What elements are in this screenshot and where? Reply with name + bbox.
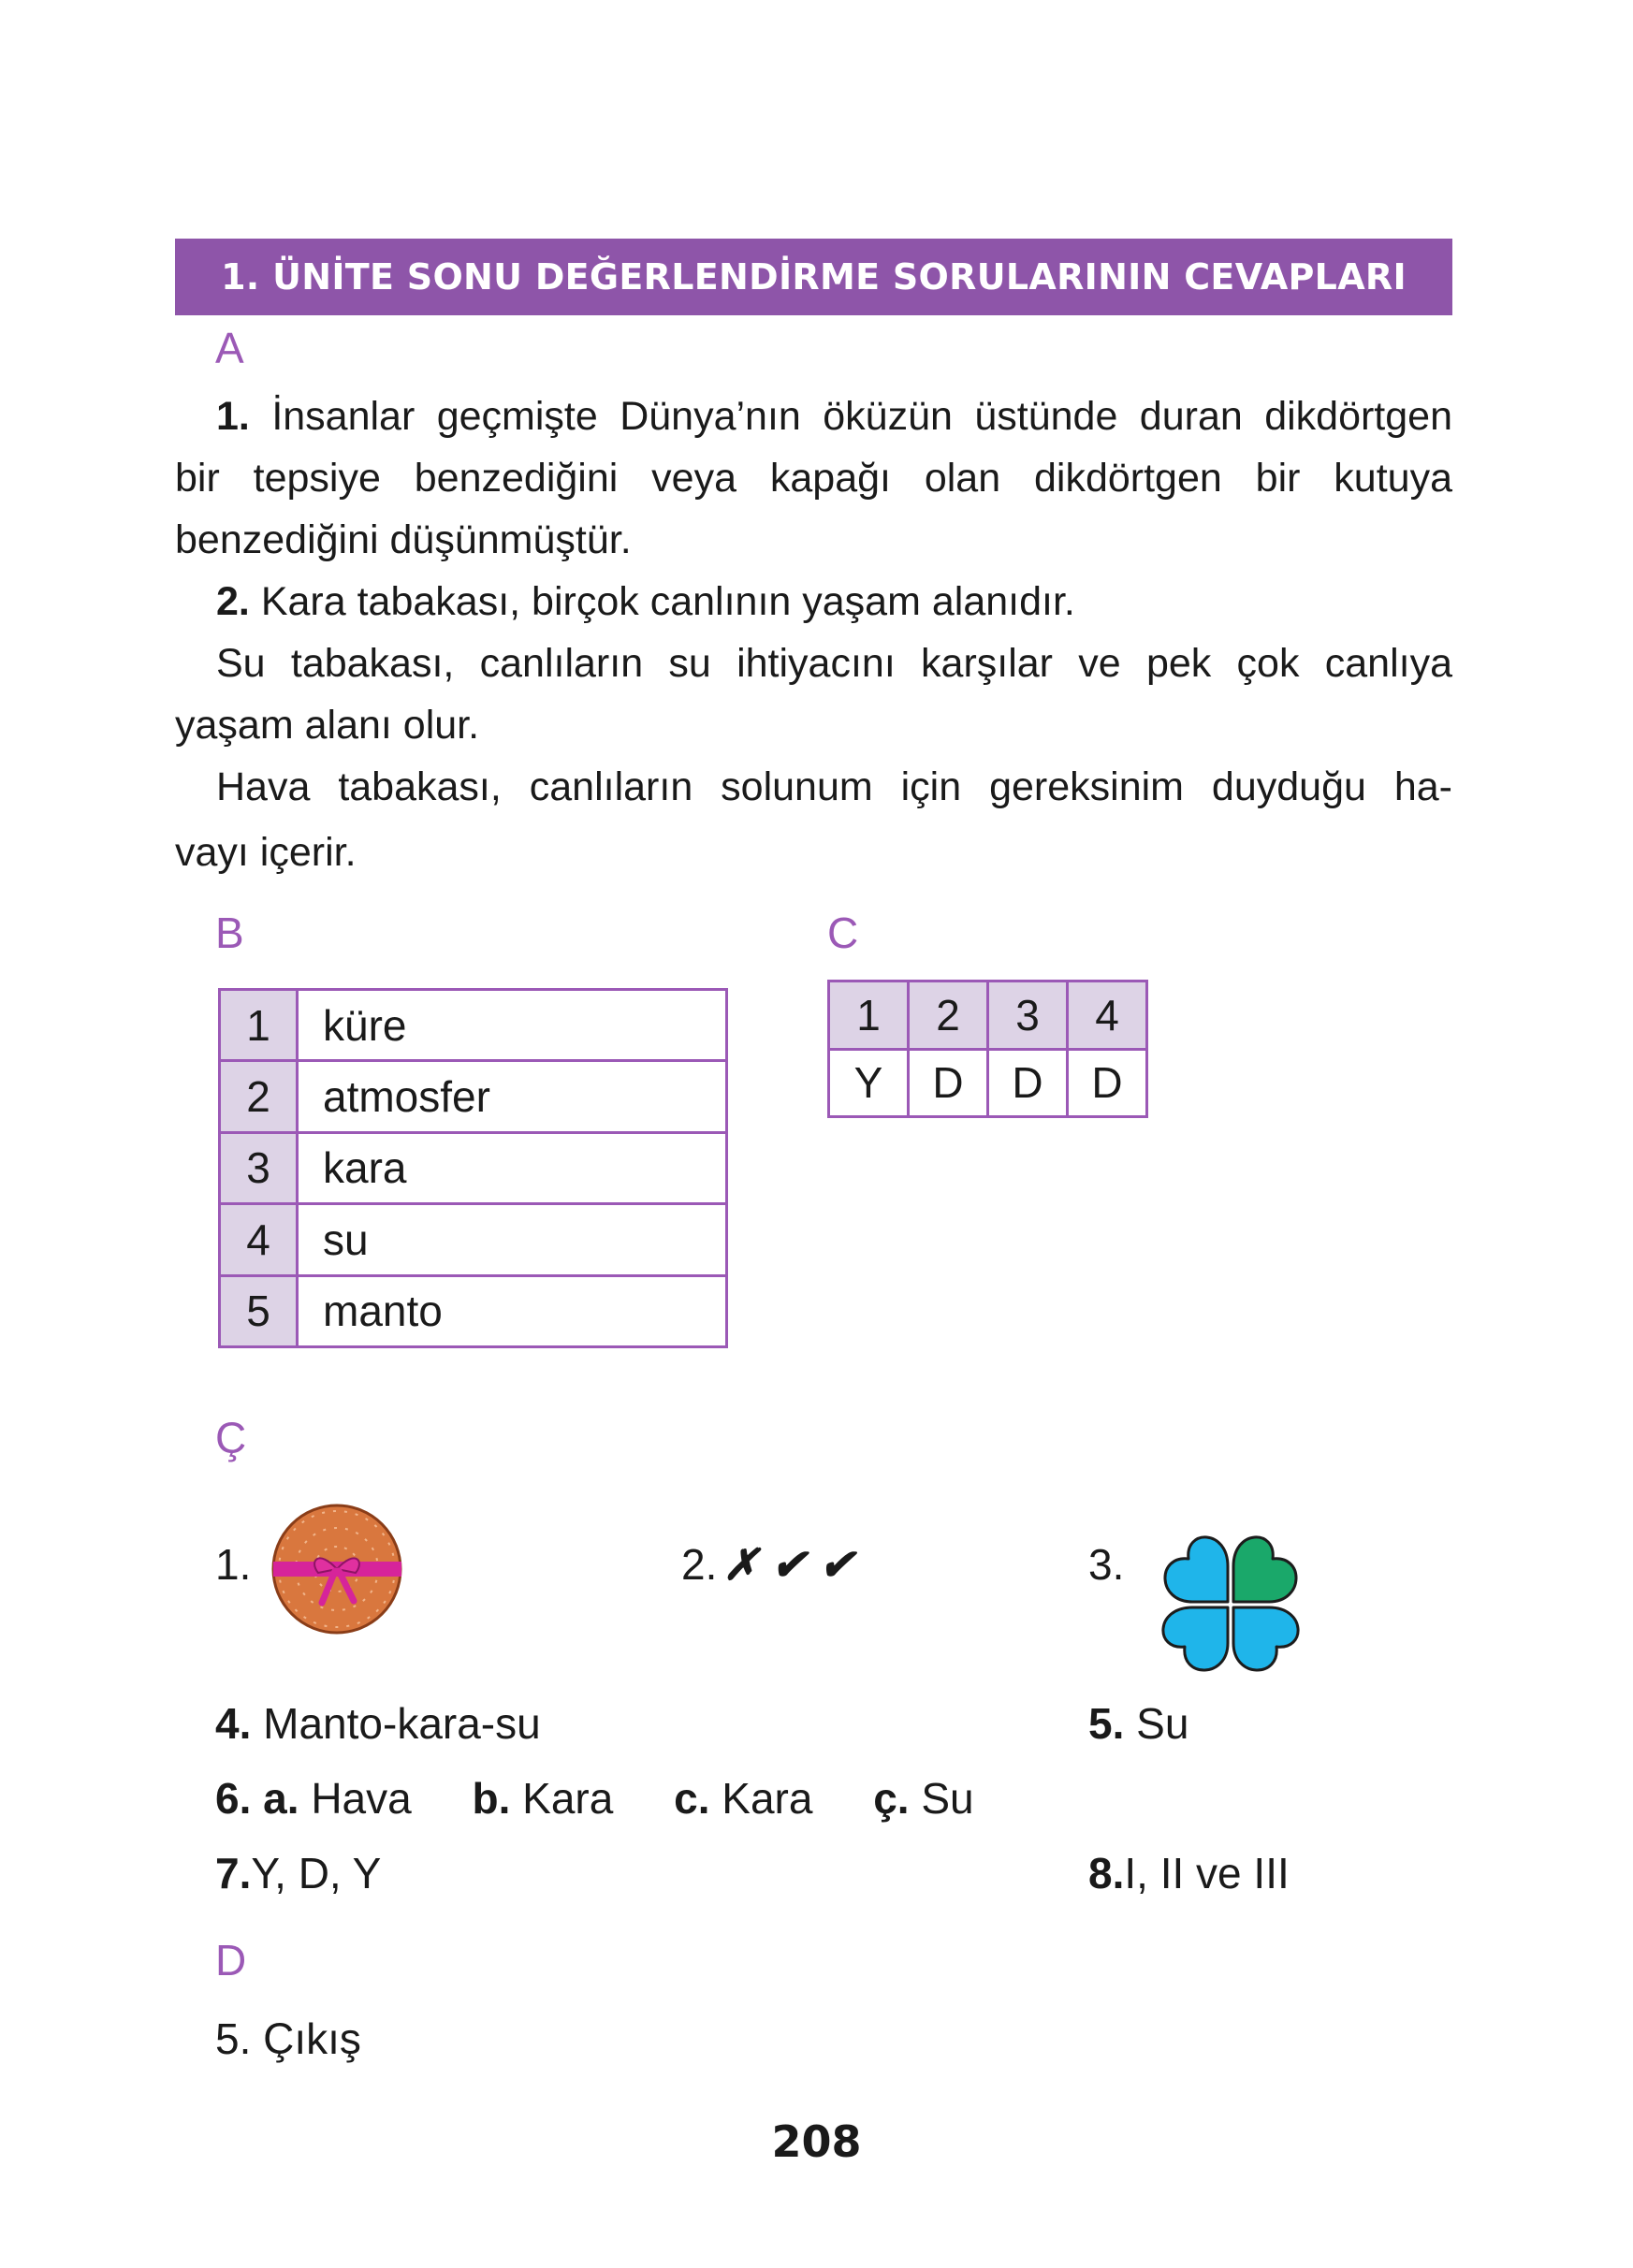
cc-q7: 7.Y, D, Y	[215, 1849, 382, 1897]
cc-q4: 4. Manto-kara-su	[215, 1699, 541, 1748]
row-number: 2	[220, 1061, 298, 1132]
value-cell: D	[988, 1049, 1068, 1117]
clover-leaf-bottom-left	[1163, 1607, 1228, 1670]
cc-q8-number: 8.	[1088, 1849, 1125, 1897]
table-c-header-row	[829, 981, 1147, 1050]
d-number: 5.	[215, 2014, 252, 2063]
table-row	[220, 1061, 727, 1132]
table-c-value-row	[829, 1049, 1147, 1117]
row-number: 3	[220, 1132, 298, 1203]
answer-a-q2-line1: 2. Kara tabakası, birçok canlının yaşam alanıdır.	[216, 579, 1075, 624]
cc-q8: 8.I, II ve III	[1088, 1849, 1290, 1897]
table-b	[218, 988, 728, 1348]
cc-q2-number: 2.	[681, 1540, 718, 1589]
gift-ball-icon	[270, 1502, 405, 1637]
section-cc-label: Ç	[215, 1414, 247, 1462]
page-number: 208	[771, 2116, 862, 2167]
table-c	[827, 980, 1148, 1118]
table-row	[220, 990, 727, 1061]
row-word: küre	[298, 990, 727, 1061]
d-answer: 5. Çıkış	[215, 2014, 361, 2063]
answer-a-q2-line2: Su tabakası, canlıların su ihtiyacını karşılar ve pek çok canlıya	[216, 641, 1452, 686]
row-word: su	[298, 1204, 727, 1275]
answer-a-q1-line2: bir tepsiye benzediğini veya kapağı olan dikdörtgen bir kutuya	[175, 456, 1452, 501]
row-word: manto	[298, 1275, 727, 1346]
cc-q5: 5. Su	[1088, 1699, 1189, 1748]
check-marks: ✗ ✔ ✔	[722, 1540, 855, 1589]
answer-a-q2-line3: yaşam alanı olur.	[175, 703, 480, 748]
clover-leaf-top-right	[1233, 1537, 1296, 1602]
cc-q1-number: 1.	[215, 1540, 252, 1589]
answer-a-q1-line3: benzediğini düşünmüştür.	[175, 517, 632, 562]
cc-q5-number: 5.	[1088, 1699, 1125, 1748]
table-row	[220, 1132, 727, 1203]
row-number: 1	[220, 990, 298, 1061]
section-b-label: B	[215, 909, 244, 957]
header-cell: 4	[1068, 981, 1147, 1050]
row-number: 5	[220, 1275, 298, 1346]
value-cell: D	[909, 1049, 988, 1117]
value-cell: D	[1068, 1049, 1147, 1117]
q2-number: 2.	[216, 579, 250, 624]
four-leaf-clover-icon	[1147, 1521, 1314, 1685]
header-cell: 1	[829, 981, 909, 1050]
cc-q7-number: 7.	[215, 1849, 252, 1897]
row-number: 4	[220, 1204, 298, 1275]
answer-a-paragraphs	[175, 385, 1452, 883]
section-title-banner: 1. ÜNİTE SONU DEĞERLENDİRME SORULARININ CEVAPLARI	[175, 239, 1452, 315]
section-c-label: C	[827, 909, 859, 957]
answer-a-q2-line4: Hava tabakası, canlıların solunum için gereksinim duyduğu ha-	[216, 764, 1452, 809]
value-cell: Y	[829, 1049, 909, 1117]
row-word: atmosfer	[298, 1061, 727, 1132]
header-cell: 2	[909, 981, 988, 1050]
cc-q6: 6. a. Hava b. Kara c. Kara ç. Su	[215, 1774, 974, 1823]
table-row	[220, 1275, 727, 1346]
section-d-label: D	[215, 1936, 247, 1985]
row-word: kara	[298, 1132, 727, 1203]
cc-q4-number: 4.	[215, 1699, 252, 1748]
cc-q3-number: 3.	[1088, 1540, 1125, 1589]
section-a-label: A	[215, 324, 244, 372]
q1-number: 1.	[216, 394, 250, 439]
answer-a-q2-line5: vayı içerir.	[175, 830, 357, 875]
clover-leaf-top-left	[1165, 1537, 1228, 1602]
answer-a-q1-line1: 1. İnsanlar geçmişte Dünya’nın öküzün üstünde duran dikdörtgen	[216, 394, 1453, 439]
cc-q6-number: 6.	[215, 1774, 252, 1823]
clover-leaf-bottom-right	[1233, 1607, 1298, 1670]
cc-q2	[681, 1539, 855, 1590]
header-cell: 3	[988, 981, 1068, 1050]
table-row	[220, 1204, 727, 1275]
